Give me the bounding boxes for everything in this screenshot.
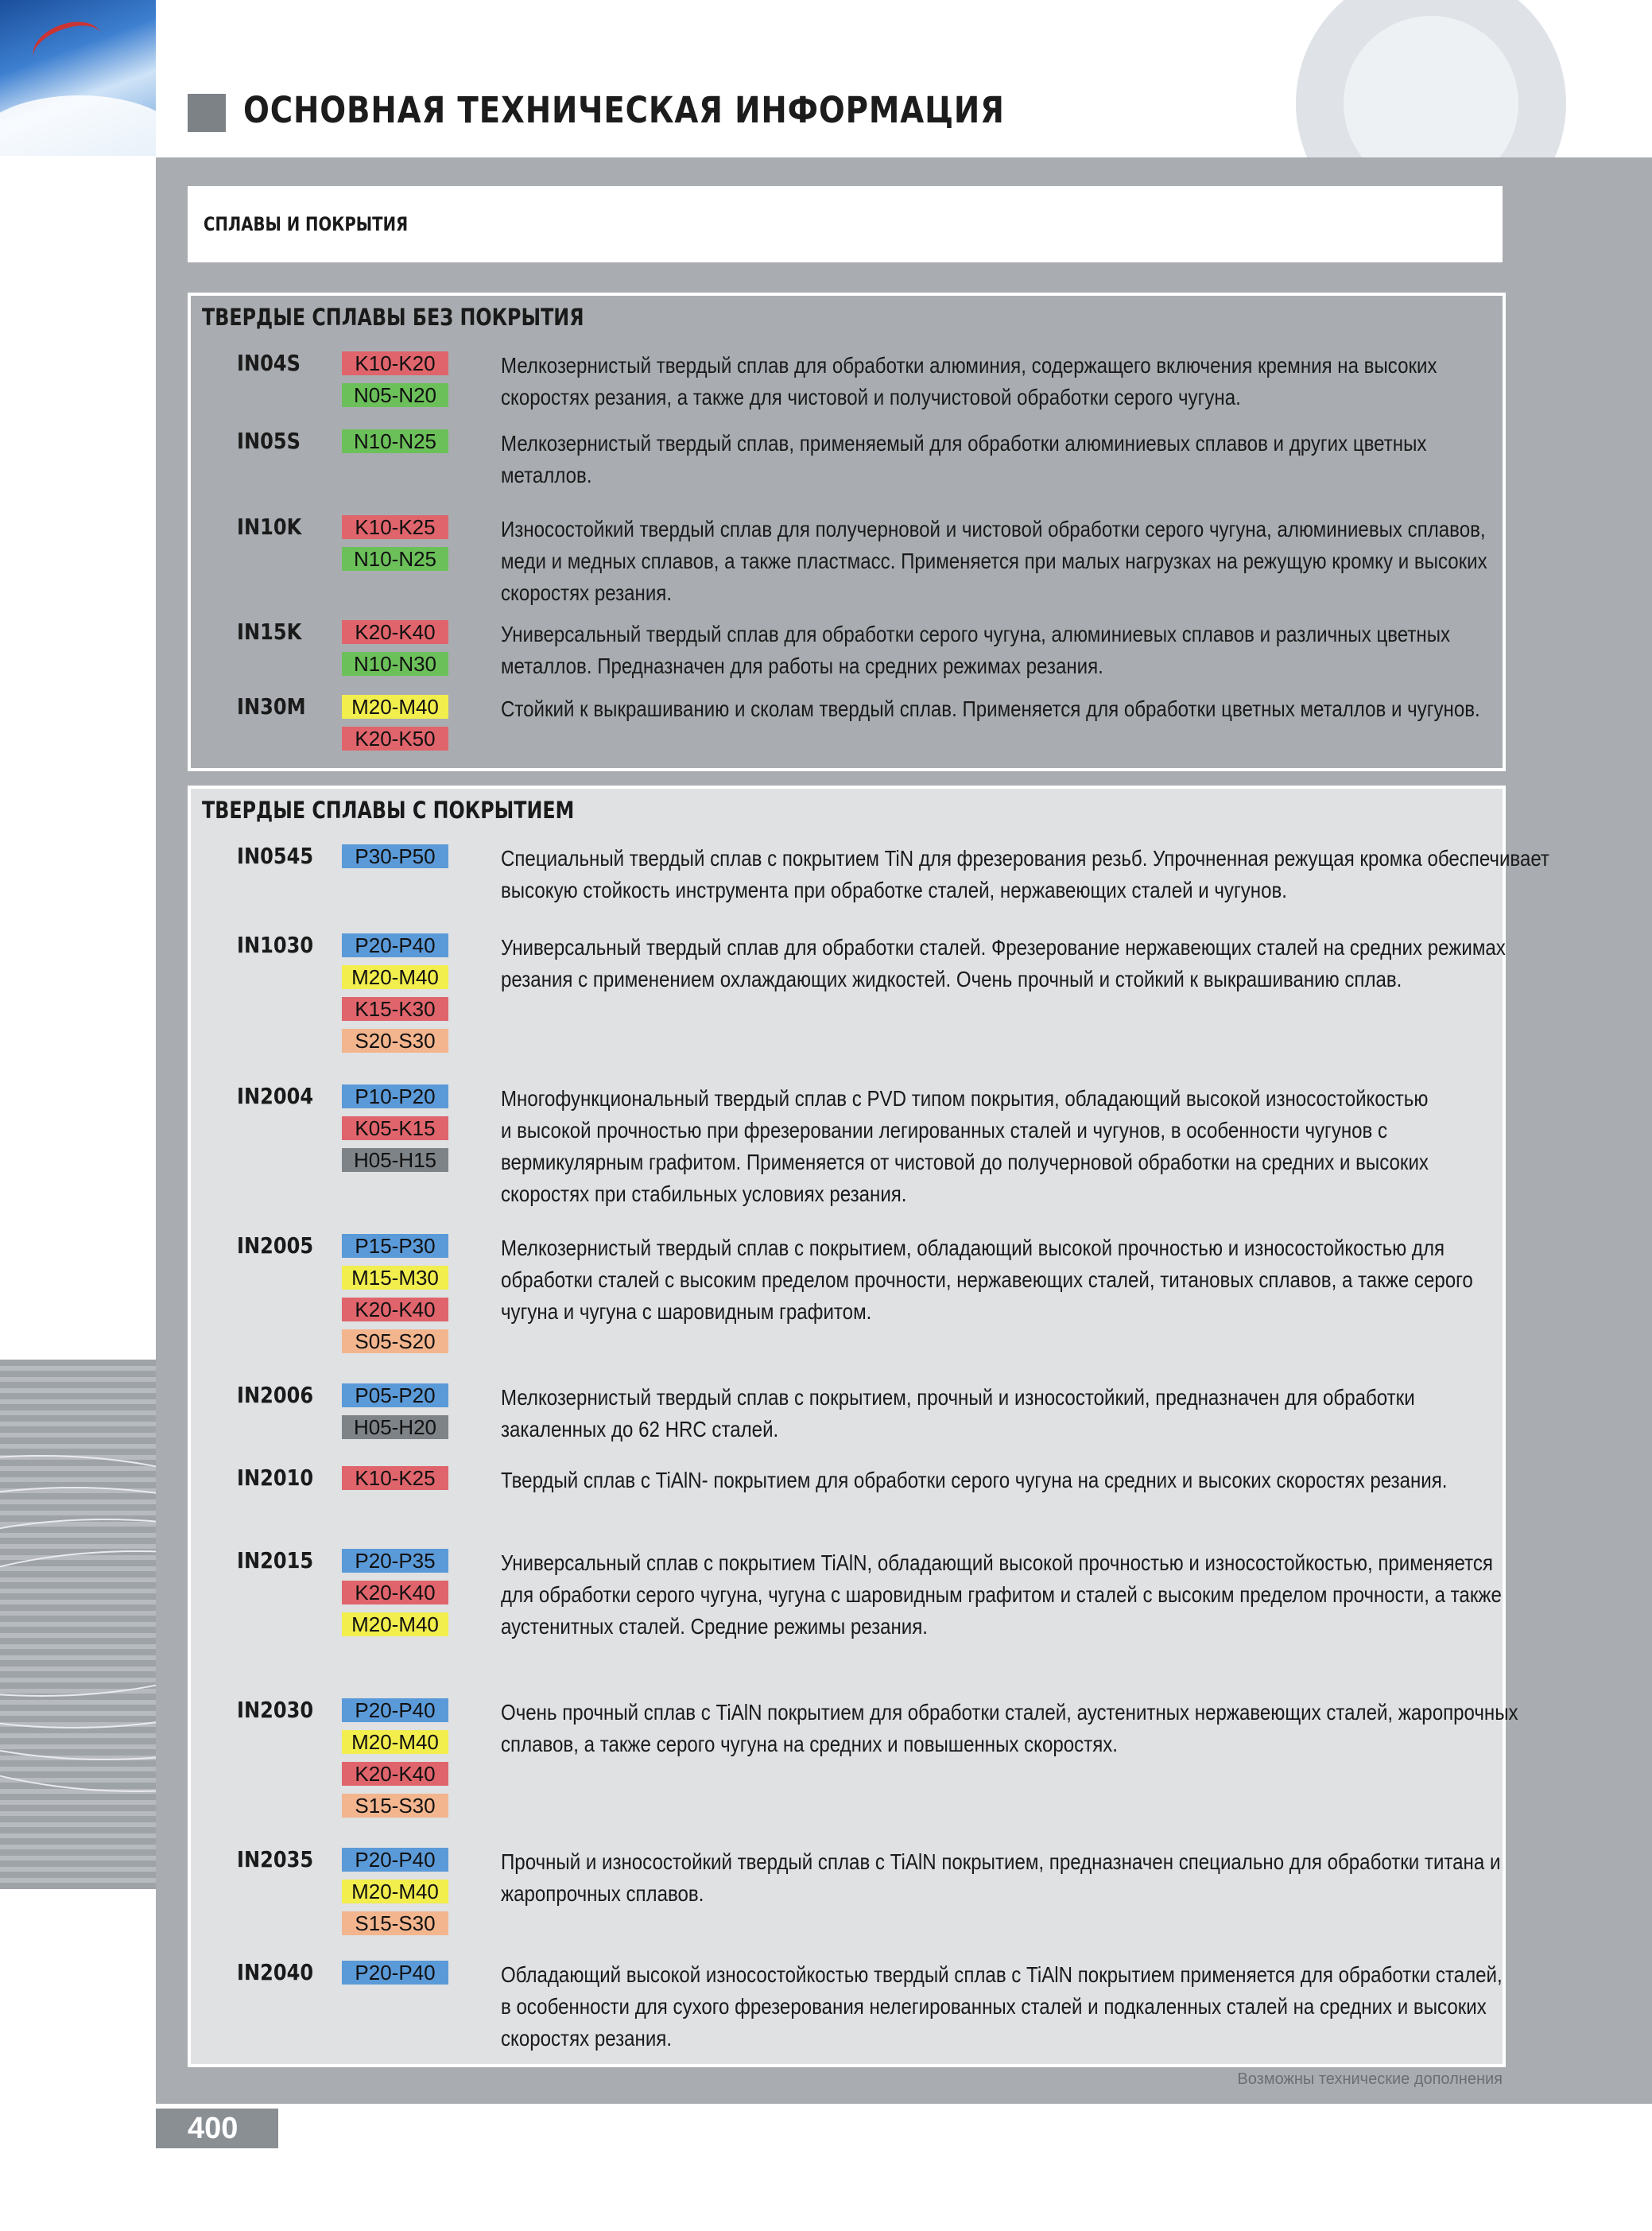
iso-range-badge: H05-H15 [342,1148,448,1172]
description-line: Специальный твердый сплав с покрытием TiN для фрезерования резьб. Упрочненная режущая кромка обеспечивает [501,846,1549,871]
alloy-description [501,1083,1495,1210]
alloy-description [501,1959,1503,2054]
iso-range-badge: S20-S30 [342,1029,448,1053]
alloy-description [501,619,1495,682]
description-line: металлов. Предназначен для работы на средних режимах резания. [501,654,1103,678]
iso-range-badge: M15-M30 [342,1266,448,1290]
description-line: скоростях резания, а также для чистовой и получистовой обработки серого чугуна. [501,385,1241,409]
alloy-description [501,428,1495,491]
iso-range-badge: P10-P20 [342,1084,448,1108]
description-line: Многофункциональный твердый сплав с PVD типом покрытия, обладающий высокой износостойкостью [501,1086,1429,1111]
application-tags [342,1961,448,1992]
iso-range-badge: K20-K40 [342,1762,448,1786]
group-coated [188,786,1549,2067]
alloy-code: IN15K [237,619,302,645]
description-line: Прочный и износостойкий твердый сплав с TiAlN покрытием, предназначен специально для обработки титана и [501,1849,1501,1874]
description-line: резания с применением охлаждающих жидкостей. Очень прочный и стойкий к выкрашиванию сплав. [501,967,1402,991]
page-title: ОСНОВНАЯ ТЕХНИЧЕСКАЯ ИНФОРМАЦИЯ [243,89,1005,131]
iso-range-badge: K10-K25 [342,1466,448,1490]
iso-range-badge: P20-P40 [342,1961,448,1985]
alloy-description [501,843,1549,906]
iso-range-badge: M20-M40 [342,695,448,719]
description-line: для обработки серого чугуна, чугуна с шаровидным графитом и сталей с высоким пределом прочности, а также [501,1582,1502,1607]
footnote: Возможны технические дополнения [1237,2070,1503,2088]
description-line: Мелкозернистый твердый сплав с покрытием, обладающий высокой прочностью и износостойкостью для [501,1236,1445,1260]
application-tags [342,1549,448,1644]
description-line: в особенности для сухого фрезерования нелегированных сталей и подкаленных сталей на средних и высоких [501,1994,1487,2019]
iso-range-badge: P05-P20 [342,1383,448,1407]
header-photo [0,0,156,156]
group-uncoated [188,293,1506,771]
alloy-code: IN2030 [237,1697,314,1723]
iso-range-badge: H05-H20 [342,1415,448,1439]
description-line: скоростях резания. [501,580,673,605]
iso-range-badge: S05-S20 [342,1329,448,1353]
alloy-description [501,1846,1501,1910]
application-tags [342,1234,448,1361]
group-title: ТВЕРДЫЕ СПЛАВЫ С ПОКРЫТИЕМ [202,797,575,824]
iso-range-badge: P20-P40 [342,1698,448,1722]
iso-range-badge: M20-M40 [342,965,448,989]
iso-range-badge: N10-N25 [342,547,448,571]
description-line: аустенитных сталей. Средние режимы резания. [501,1614,928,1639]
description-line: Мелкозернистый твердый сплав с покрытием, прочный и износостойкий, предназначен для обработки [501,1385,1415,1410]
description-line: Твердый сплав с TiAlN- покрытием для обработки серого чугуна на средних и высоких скоростях резания. [501,1468,1448,1492]
alloy-code: IN2005 [237,1232,314,1259]
iso-range-badge: M20-M40 [342,1730,448,1754]
alloy-code: IN10K [237,514,302,540]
alloy-code: IN05S [237,428,301,454]
description-line: скоростях резания. [501,2026,673,2051]
description-line: Стойкий к выкрашиванию и сколам твердый сплав. Применяется для обработки цветных металлов и чугунов. [501,696,1480,721]
alloy-code: IN04S [237,350,301,376]
kite-decoration [26,13,109,79]
iso-range-badge: N10-N25 [342,429,448,453]
alloy-description [501,514,1495,609]
iso-range-badge: P20-P35 [342,1549,448,1573]
alloy-code: IN30M [237,693,306,720]
description-line: Обладающий высокой износостойкостью твердый сплав с TiAlN покрытием применяется для обработки сталей, [501,1962,1503,1987]
title-marker [188,94,226,132]
description-line: Мелкозернистый твердый сплав для обработки алюминия, содержащего включения кремния на высоких [501,353,1437,378]
group-title: ТВЕРДЫЕ СПЛАВЫ БЕЗ ПОКРЫТИЯ [202,304,584,331]
application-tags [342,429,448,461]
iso-range-badge: P30-P50 [342,844,448,868]
iso-range-badge: S15-S30 [342,1794,448,1818]
alloy-description [501,1382,1495,1445]
description-line: вермикулярным графитом. Применяется от чистовой до получерновой обработки на средних и высоких [501,1150,1429,1174]
description-line: Универсальный твердый сплав для обработки сталей. Фрезерование нержавеющих сталей на средних режимах [501,935,1506,960]
iso-range-badge: K20-K40 [342,1298,448,1321]
application-tags [342,351,448,415]
application-tags [342,1466,448,1498]
alloy-description [501,1465,1495,1496]
iso-range-badge: K20-K40 [342,620,448,644]
section-label: СПЛАВЫ И ПОКРЫТИЯ [204,213,409,235]
iso-range-badge: K20-K50 [342,727,448,751]
alloy-code: IN2035 [237,1846,314,1872]
description-line: Универсальный твердый сплав для обработки серого чугуна, алюминиевых сплавов и различных цветных [501,622,1451,646]
stripes-decoration [0,1360,156,1889]
application-tags [342,933,448,1061]
description-line: Универсальный сплав с покрытием TiAlN, обладающий высокой прочностью и износостойкостью, применяется [501,1550,1493,1575]
application-tags [342,1084,448,1180]
alloy-code: IN0545 [237,843,314,869]
page-number: 400 [188,2112,238,2145]
description-line: металлов. [501,463,592,487]
alloy-code: IN2006 [237,1382,314,1408]
iso-range-badge: P15-P30 [342,1234,448,1258]
alloy-description [501,932,1506,995]
alloy-description [501,1232,1495,1328]
alloy-description [501,350,1495,413]
iso-range-badge: P20-P40 [342,1848,448,1872]
application-tags [342,844,448,876]
iso-range-badge: S15-S30 [342,1911,448,1935]
description-line: закаленных до 62 HRC сталей. [501,1417,779,1441]
alloy-code: IN1030 [237,932,314,958]
application-tags [342,1698,448,1826]
iso-range-badge: M20-M40 [342,1612,448,1636]
description-line: скоростях при стабильных условиях резания. [501,1181,907,1206]
iso-range-badge: N05-N20 [342,383,448,407]
description-line: обработки сталей с высоким пределом прочности, нержавеющих сталей, титановых сплавов, а также серого [501,1267,1473,1292]
iso-range-badge: K05-K15 [342,1116,448,1140]
iso-range-badge: P20-P40 [342,933,448,957]
alloy-code: IN2015 [237,1547,314,1573]
description-line: Мелкозернистый твердый сплав, применяемый для обработки алюминиевых сплавов и других цветных [501,431,1427,456]
alloy-code: IN2010 [237,1465,314,1491]
iso-range-badge: K10-K20 [342,351,448,375]
application-tags [342,515,448,579]
iso-range-badge: K10-K25 [342,515,448,539]
iso-range-badge: K15-K30 [342,997,448,1021]
alloy-description [501,1697,1518,1760]
application-tags [342,620,448,684]
alloy-description [501,1547,1502,1643]
iso-range-badge: M20-M40 [342,1880,448,1903]
description-line: чугуна и чугуна с шаровидным графитом. [501,1299,872,1324]
alloy-code: IN2040 [237,1959,314,1985]
description-line: меди и медных сплавов, а также пластмасс. Применяется при малых нагрузках на режущую кромку и высоких [501,549,1487,573]
description-line: сплавов, а также серого чугуна на средних и повышенных скоростях. [501,1732,1119,1756]
description-line: Очень прочный сплав с TiAlN покрытием для обработки сталей, аустенитных нержавеющих сталей, жаропрочных [501,1700,1518,1725]
application-tags [342,1848,448,1943]
iso-range-badge: N10-N30 [342,652,448,676]
description-line: жаропрочных сплавов. [501,1881,704,1906]
description-line: Износостойкий твердый сплав для получерновой и чистовой обработки серого чугуна, алюминиевых сплавов, [501,517,1486,541]
application-tags [342,1383,448,1447]
wave-decoration [0,95,156,156]
iso-range-badge: K20-K40 [342,1581,448,1604]
application-tags [342,695,448,759]
description-line: высокую стойкость инструмента при обработке сталей, нержавеющих сталей и чугунов. [501,878,1287,902]
alloy-description [501,693,1495,725]
description-line: и высокой прочностью при фрезеровании легированных сталей и чугунов, в особенности чугунов с [501,1118,1388,1143]
alloy-code: IN2004 [237,1083,314,1109]
